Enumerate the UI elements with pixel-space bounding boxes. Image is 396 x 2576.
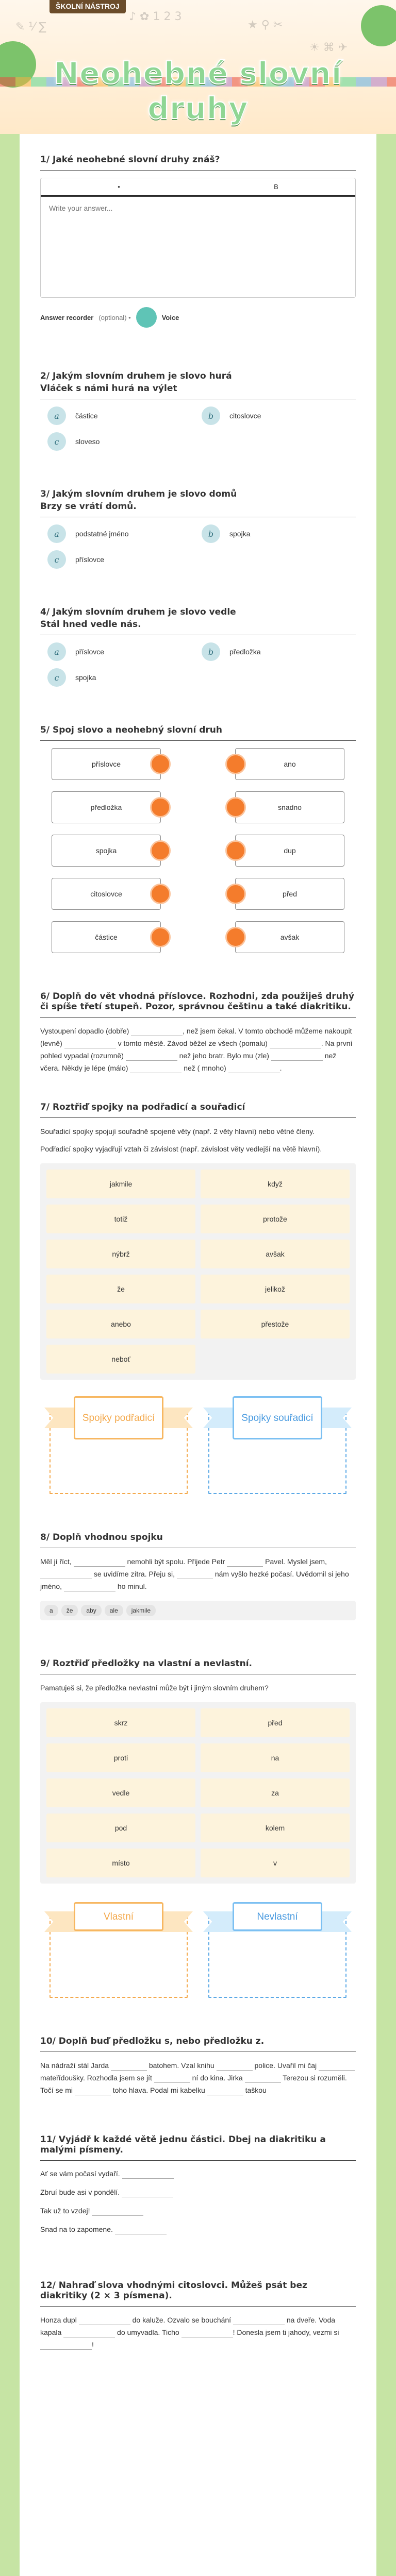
text-part: . Na první pohled vypadal (rozumně) bbox=[40, 1039, 353, 1060]
match-right-item[interactable] bbox=[235, 878, 344, 910]
task-title-text: 2/ Jakým slovním druhem je slovo hurá bbox=[40, 371, 232, 381]
text-part: toho hlava. Podal mi kabelku bbox=[112, 2086, 205, 2094]
drag-chip[interactable]: v bbox=[201, 1849, 350, 1877]
sentence-text: Tak už to vzdej! bbox=[40, 2207, 90, 2215]
answer-blank[interactable] bbox=[64, 1582, 116, 1591]
choice-text: příslovce bbox=[75, 648, 105, 656]
choice-c[interactable] bbox=[47, 432, 202, 451]
fill-paragraph bbox=[40, 1025, 356, 1074]
text-part: než včera. Někdy je lépe (málo) bbox=[40, 1052, 337, 1072]
drop-zone-nevlastni[interactable] bbox=[203, 1900, 352, 1998]
text-part: taškou bbox=[245, 2086, 267, 2094]
answer-recorder bbox=[40, 307, 356, 328]
answer-blank[interactable] bbox=[217, 2061, 253, 2071]
connector-dot[interactable] bbox=[150, 927, 171, 947]
match-right-item[interactable] bbox=[235, 835, 344, 867]
task-title: 5/ Spoj slovo a neohebný slovní druh bbox=[40, 725, 356, 741]
sort-bins bbox=[40, 1894, 356, 1998]
answer-blank[interactable] bbox=[122, 2170, 174, 2179]
answer-blank[interactable] bbox=[63, 2328, 115, 2337]
text-part: nemohli být spolu. Přijede Petr bbox=[127, 1557, 225, 1566]
sentence-target: vedle bbox=[90, 619, 118, 630]
match-row bbox=[52, 921, 344, 953]
answer-blank[interactable] bbox=[40, 2341, 92, 2350]
editor-toolbar bbox=[41, 178, 355, 197]
sentence-line bbox=[40, 2187, 356, 2198]
match-label: snadno bbox=[278, 803, 302, 811]
choice-text: předložka bbox=[229, 648, 261, 656]
choice-letter: b bbox=[202, 406, 220, 425]
drop-zone-souradici[interactable] bbox=[203, 1396, 352, 1494]
task-3 bbox=[20, 468, 376, 586]
task-title bbox=[40, 371, 356, 399]
choice-list bbox=[40, 406, 356, 451]
choice-a[interactable] bbox=[47, 524, 202, 543]
brand-badge: ŠKOLNÍ NÁSTROJ bbox=[50, 0, 126, 13]
match-left-item[interactable] bbox=[52, 878, 161, 910]
text-part: na dveře. Voda kapala bbox=[40, 2316, 336, 2336]
bin-label: Vlastní bbox=[74, 1902, 163, 1931]
task-title bbox=[40, 607, 356, 635]
fill-paragraph bbox=[40, 2314, 356, 2351]
task-title: 1/ Jaké neohebné slovní druhy znáš? bbox=[40, 155, 356, 171]
drag-chip[interactable]: vedle bbox=[46, 1778, 195, 1807]
task-title: 8/ Doplň vhodnou spojku bbox=[40, 1532, 356, 1548]
recorder-mode: Voice bbox=[161, 313, 179, 321]
answer-blank[interactable] bbox=[74, 1557, 125, 1567]
match-left-item[interactable] bbox=[52, 791, 161, 823]
match-row bbox=[52, 748, 344, 780]
text-part: ! bbox=[233, 2328, 235, 2336]
choice-text: podstatné jméno bbox=[75, 530, 129, 538]
task-title-text: 4/ Jakým slovním druhem je slovo vedle bbox=[40, 607, 236, 617]
matching-area bbox=[20, 748, 376, 953]
worksheet bbox=[20, 134, 376, 2576]
match-left-item[interactable] bbox=[52, 921, 161, 953]
sentence-pre: Vláček s námi bbox=[40, 383, 112, 394]
choice-b[interactable] bbox=[202, 642, 356, 661]
choice-letter: c bbox=[47, 668, 66, 687]
drop-zone-vlastni[interactable] bbox=[44, 1900, 193, 1998]
text-part: ní do kina. Jirka bbox=[192, 2074, 243, 2082]
task-title-text: 3/ Jakým slovním druhem je slovo domů bbox=[40, 489, 237, 499]
choice-a[interactable] bbox=[47, 406, 202, 425]
text-part: než ( mnoho) bbox=[184, 1064, 226, 1072]
task-title: 12/ Nahraď slova vhodnými citoslovci. Můžeš psát bez diakritiky (2 × 3 písmena). bbox=[40, 2280, 356, 2307]
text-part: ! bbox=[92, 2341, 94, 2349]
sentence-line bbox=[40, 2205, 356, 2216]
task-description: Pamatuješ si, že předložka nevlastní může být i jiným slovním druhem? bbox=[40, 1684, 269, 1692]
task-title bbox=[40, 489, 356, 517]
connector-dot[interactable] bbox=[150, 884, 171, 904]
doodle-icon: ★ ⚲ ✂ bbox=[248, 19, 283, 31]
fill-paragraph bbox=[40, 2059, 356, 2096]
answer-blank[interactable] bbox=[233, 2316, 285, 2325]
match-label: dup bbox=[284, 846, 296, 855]
drag-chip[interactable]: kolem bbox=[201, 1814, 350, 1842]
connector-dot[interactable] bbox=[150, 754, 171, 774]
task-9 bbox=[20, 1638, 376, 2015]
word-pill[interactable]: ale bbox=[105, 1605, 123, 1616]
drag-chip[interactable]: za bbox=[201, 1778, 350, 1807]
answer-blank[interactable] bbox=[111, 2061, 147, 2071]
task-title: 10/ Doplň buď předložku s, nebo předložku z. bbox=[40, 2036, 356, 2052]
tree-icon bbox=[361, 5, 396, 46]
task-5 bbox=[20, 704, 376, 971]
match-left-item[interactable] bbox=[52, 748, 161, 780]
text-part: Měl jí říct, bbox=[40, 1557, 72, 1566]
choice-c[interactable] bbox=[47, 668, 202, 687]
sort-bins bbox=[40, 1390, 356, 1494]
text-part: nám vyšlo hezké počasí. Uvědomil si jeho jméno, bbox=[40, 1570, 349, 1590]
connector-dot[interactable] bbox=[225, 797, 246, 818]
recorder-label: Answer recorder bbox=[40, 313, 94, 321]
doodle-icon: ♪ ✿ 1 2 3 bbox=[129, 10, 182, 23]
sentence-line bbox=[40, 2168, 356, 2179]
task-8 bbox=[20, 1512, 376, 1638]
drag-chip[interactable]: protože bbox=[201, 1205, 350, 1233]
text-part: Honza dupl bbox=[40, 2316, 77, 2324]
drag-chip[interactable]: když bbox=[201, 1170, 350, 1198]
task-title: 11/ Vyjádř k každé větě jednu částici. Dbej na diakritiku a malými písmeny. bbox=[40, 2134, 356, 2161]
task-sentence bbox=[40, 383, 356, 394]
choice-list bbox=[40, 642, 356, 687]
task-title: 6/ Doplň do vět vhodná příslovce. Rozhodni, zda použiješ druhý či spíše třetí stupeň. Pozor, správnou češtinu a také diakritiku. bbox=[40, 991, 356, 1018]
answer-blank[interactable] bbox=[271, 1052, 323, 1061]
drag-chip[interactable]: přestože bbox=[201, 1310, 350, 1338]
connector-dot[interactable] bbox=[150, 797, 171, 818]
sentence-text: Zbruí bude asi v pondělí. bbox=[40, 2188, 120, 2196]
match-label: částice bbox=[95, 933, 118, 941]
drag-chip[interactable]: pod bbox=[46, 1814, 195, 1842]
connector-dot[interactable] bbox=[225, 884, 246, 904]
choice-letter: a bbox=[47, 524, 66, 543]
bin-label: Nevlastní bbox=[233, 1902, 322, 1931]
choice-letter: a bbox=[47, 642, 66, 661]
match-left-item[interactable] bbox=[52, 835, 161, 867]
voice-toggle-button[interactable] bbox=[136, 307, 157, 328]
fill-paragraph bbox=[40, 1555, 356, 1592]
choice-c[interactable] bbox=[47, 550, 202, 569]
answer-blank[interactable] bbox=[79, 2316, 130, 2325]
text-part: do kaluže. Ozvalo se bouchání bbox=[132, 2316, 232, 2324]
choice-text: sloveso bbox=[75, 437, 100, 446]
choice-text: citoslovce bbox=[229, 412, 261, 420]
recorder-optional: (optional) • bbox=[98, 313, 131, 321]
task-description: Podřadicí spojky vyjadřují vztah či závislost (např. závislost věty vedlejší na větě hlavní). bbox=[40, 1145, 322, 1153]
word-bank bbox=[40, 1601, 356, 1620]
text-part: police. Uvařil mi čaj bbox=[254, 2061, 317, 2070]
text-part: do umyvadla. Ticho bbox=[117, 2328, 179, 2336]
answer-blank[interactable] bbox=[75, 2086, 111, 2095]
drag-chip[interactable]: proti bbox=[46, 1743, 195, 1772]
task-11 bbox=[20, 2114, 376, 2260]
match-right-item[interactable] bbox=[235, 748, 344, 780]
answer-blank[interactable] bbox=[227, 1557, 263, 1567]
text-part: v tomto městě. Závod běžel ze všech (pomalu) bbox=[118, 1039, 268, 1047]
answer-blank[interactable] bbox=[319, 2061, 355, 2071]
drag-chip[interactable]: jakmile bbox=[46, 1170, 195, 1198]
answer-field[interactable] bbox=[41, 197, 355, 295]
sentence-post: nás. bbox=[117, 619, 141, 630]
doodle-icon: ✎ ⅟ ∑ bbox=[15, 21, 46, 33]
choice-letter: c bbox=[47, 550, 66, 569]
text-part: Terezou si rozuměli. Točí se mi bbox=[40, 2074, 347, 2094]
choice-text: příslovce bbox=[75, 555, 105, 564]
task-sentence bbox=[40, 619, 356, 630]
bin-label: Spojky souřadicí bbox=[233, 1396, 322, 1439]
match-label: před bbox=[282, 890, 298, 898]
word-pill[interactable]: a bbox=[44, 1605, 58, 1616]
task-12 bbox=[20, 2260, 376, 2368]
sentence-line bbox=[40, 2224, 356, 2235]
answer-blank[interactable] bbox=[92, 2207, 143, 2216]
answer-blank[interactable] bbox=[270, 1039, 321, 1048]
task-sentence bbox=[40, 501, 356, 512]
word-pill[interactable]: jakmile bbox=[126, 1605, 156, 1616]
sentence-pre: Brzy se vrátí bbox=[40, 501, 106, 512]
drag-chip[interactable]: před bbox=[201, 1708, 350, 1737]
word-pool bbox=[40, 1163, 356, 1380]
task-7 bbox=[20, 1092, 376, 1512]
drag-chip[interactable]: že bbox=[46, 1275, 195, 1303]
match-label: příslovce bbox=[91, 760, 121, 768]
drag-chip[interactable]: skrz bbox=[46, 1708, 195, 1737]
match-label: spojka bbox=[95, 846, 117, 855]
answer-blank[interactable] bbox=[182, 2328, 233, 2337]
choice-text: spojka bbox=[229, 530, 251, 538]
drag-chip[interactable]: neboť bbox=[46, 1345, 195, 1374]
connector-dot[interactable] bbox=[150, 840, 171, 861]
bold-button[interactable]: B bbox=[274, 183, 278, 191]
answer-blank[interactable] bbox=[131, 1027, 183, 1036]
answer-blank[interactable] bbox=[207, 2086, 243, 2095]
answer-blank[interactable] bbox=[245, 2074, 281, 2083]
task-2 bbox=[20, 345, 376, 468]
drag-chip[interactable]: nýbrž bbox=[46, 1240, 195, 1268]
sentence-target: domů bbox=[105, 501, 134, 512]
answer-blank[interactable] bbox=[115, 2225, 167, 2234]
drag-chip[interactable]: anebo bbox=[46, 1310, 195, 1338]
answer-blank[interactable] bbox=[40, 1570, 92, 1579]
match-label: avšak bbox=[280, 933, 300, 941]
answer-blank[interactable] bbox=[228, 1064, 280, 1073]
choice-letter: b bbox=[202, 524, 220, 543]
choice-text: částice bbox=[75, 412, 98, 420]
bin-label: Spojky podřadicí bbox=[74, 1396, 163, 1439]
word-pool bbox=[40, 1702, 356, 1884]
text-part: ho minul. bbox=[117, 1582, 147, 1590]
text-part: se uvidíme zítra. Přeju si, bbox=[93, 1570, 175, 1578]
text-part: než jeho bratr. Bylo mu (zle) bbox=[179, 1052, 269, 1060]
match-row bbox=[52, 791, 344, 823]
connector-dot[interactable] bbox=[225, 927, 246, 947]
answer-blank[interactable] bbox=[64, 1039, 116, 1048]
choice-letter: a bbox=[47, 406, 66, 425]
bullet-list-button[interactable]: • bbox=[118, 183, 120, 191]
match-right-item[interactable] bbox=[235, 791, 344, 823]
match-label: citoslovce bbox=[90, 890, 122, 898]
text-part: , než jsem čekal. V tomto obchodě můžeme nakoupit (levně) bbox=[40, 1027, 352, 1047]
drag-chip[interactable]: místo bbox=[46, 1849, 195, 1877]
sentence-text: Ať se vám počasí vydaří. bbox=[40, 2170, 120, 2178]
sentence-text: Snad na to zapomene. bbox=[40, 2225, 113, 2233]
choice-list bbox=[40, 524, 356, 569]
text-part: Na nádraží stál Jarda bbox=[40, 2061, 109, 2070]
text-part: mateřídoušky. Rozhodla jsem se jít bbox=[40, 2074, 152, 2082]
doodle-icon: ☀ ⌘ ✈ bbox=[309, 41, 348, 54]
drag-chip[interactable]: avšak bbox=[201, 1240, 350, 1268]
sentence-post: na výlet bbox=[134, 383, 177, 394]
choice-text: spojka bbox=[75, 673, 96, 682]
match-label: ano bbox=[284, 760, 296, 768]
match-label: předložka bbox=[90, 803, 122, 811]
drop-zone-podradici[interactable] bbox=[44, 1396, 193, 1494]
drag-chip[interactable]: totiž bbox=[46, 1205, 195, 1233]
text-part: Pavel. Myslel jsem, bbox=[265, 1557, 327, 1566]
choice-letter: b bbox=[202, 642, 220, 661]
choice-b[interactable] bbox=[202, 406, 356, 425]
sentence-pre: Stál hned bbox=[40, 619, 91, 630]
text-part: . bbox=[279, 1064, 282, 1072]
task-4 bbox=[20, 586, 376, 704]
answer-editor bbox=[40, 178, 356, 298]
task-title: 7/ Roztřiď spojky na podřadicí a souřadicí bbox=[40, 1102, 356, 1118]
connector-dot[interactable] bbox=[225, 754, 246, 774]
task-6 bbox=[20, 971, 376, 1092]
task-1 bbox=[20, 155, 376, 345]
answer-blank[interactable] bbox=[126, 1052, 177, 1061]
answer-blank[interactable] bbox=[154, 2074, 190, 2083]
answer-blank[interactable] bbox=[177, 1570, 213, 1579]
drag-chip[interactable]: na bbox=[201, 1743, 350, 1772]
word-pill[interactable]: aby bbox=[81, 1605, 101, 1616]
page-title: Neohebné slovní druhy bbox=[54, 56, 342, 126]
sentence-target: hurá bbox=[111, 383, 135, 394]
text-part: batohem. Vzal knihu bbox=[148, 2061, 214, 2070]
choice-b[interactable] bbox=[202, 524, 356, 543]
task-description: Souřadicí spojky spojují souřadně spojené věty (např. 2 věty hlavní) nebo větné členy. bbox=[40, 1127, 315, 1136]
match-right-item[interactable] bbox=[235, 921, 344, 953]
drag-chip[interactable]: jelikož bbox=[201, 1275, 350, 1303]
answer-blank[interactable] bbox=[122, 2188, 173, 2197]
sentence-list bbox=[40, 2168, 356, 2235]
answer-blank[interactable] bbox=[130, 1064, 182, 1073]
task-10 bbox=[20, 2015, 376, 2114]
text-part: Vystoupení dopadlo (dobře) bbox=[40, 1027, 129, 1035]
word-pill[interactable]: že bbox=[61, 1605, 78, 1616]
sentence-post: . bbox=[133, 501, 137, 512]
header-banner bbox=[0, 0, 396, 134]
task-title: 9/ Roztřiď předložky na vlastní a nevlastní. bbox=[40, 1658, 356, 1674]
connector-dot[interactable] bbox=[225, 840, 246, 861]
text-part: Donesla jsem ti jahody, vezmi si bbox=[237, 2328, 339, 2336]
match-row bbox=[52, 835, 344, 867]
choice-a[interactable] bbox=[47, 642, 202, 661]
choice-letter: c bbox=[47, 432, 66, 451]
match-row bbox=[52, 878, 344, 910]
